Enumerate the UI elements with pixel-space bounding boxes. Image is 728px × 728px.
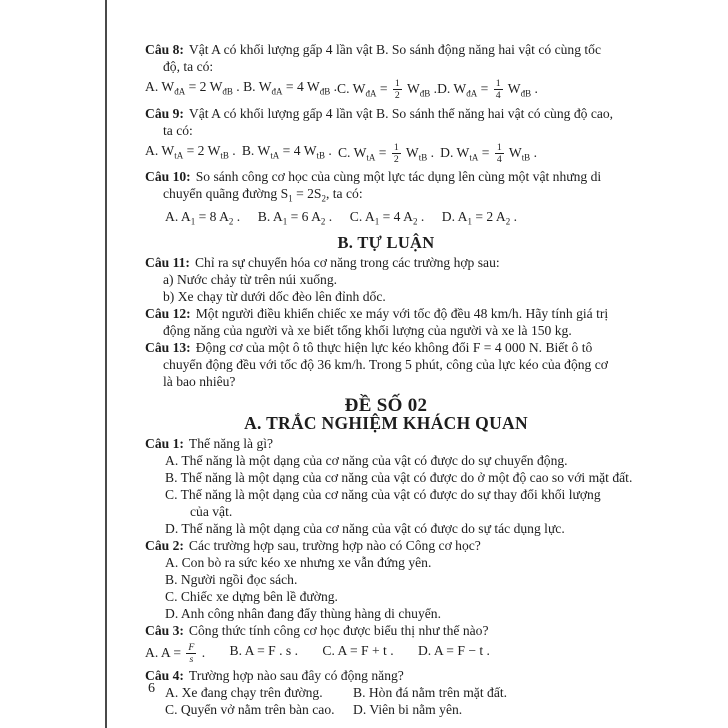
q9-option-b: B. $W_{tA} = 4$ $W_{tB}$ . (241, 142, 332, 161)
q2-option-c: C. Chiếc xe dựng bên lề đường. (165, 588, 338, 604)
q11-item-a: a) Nước chảy từ trên núi xuống. (163, 271, 338, 287)
question-4-line1 (145, 667, 667, 684)
question-13-line3: là bao nhiêu? (163, 373, 236, 389)
q9-option-c: C. $W_{tA}$ = $\frac{1}{2}$ $W_{tB}$ . (337, 141, 435, 165)
q8-option-d: D. $W_{đA}$ = $\frac{1}{4}$ $W_{đB}$ . (437, 78, 538, 102)
question-4-options (165, 684, 667, 718)
q8-option-c: C. $W_{đA}$ = $\frac{1}{2}$ $W_{đB}$ . (337, 78, 438, 102)
question-1-label: Câu 1: (145, 435, 184, 451)
question-2-label: Câu 2: (145, 537, 184, 553)
heading-de-so-02: ĐỀ SỐ 02 (344, 394, 428, 416)
q10-option-d: D. $A_1 = 2$ $A_2$ . (441, 208, 517, 227)
q3-option-a: A. A = $\frac{F}{s}$ . (145, 641, 206, 665)
question-1-line1 (145, 435, 667, 452)
question-4-label: Câu 4: (145, 668, 184, 684)
page-content (145, 41, 667, 718)
question-10-line2: chuyển quãng đường $S_1 = 2S_2$, ta có: (163, 186, 363, 204)
question-8-line1 (145, 41, 667, 58)
q1-option-d: D. Thế năng là một dạng của cơ năng của vật có được do sự tác dụng lực. (165, 520, 565, 536)
question-8-text: Vật A có khối lượng gấp 4 lần vật B. So sánh động năng hai vật có cùng tốc (188, 42, 602, 57)
q3-option-d: D. A = F − t . (417, 642, 490, 658)
q8-option-a-b: A. $W_{đA} = 2$ $W_{đB}$ . B. $W_{đA} = 4$ $W_{đB}$ . (145, 79, 338, 97)
q1-option-c: C. Thế năng là một dạng của cơ năng của vật có được do sự thay đổi khối lượng (165, 486, 601, 502)
page-number: 6 (148, 681, 155, 696)
page-edge-line (105, 0, 107, 728)
q10-option-a: A. $A_1 = 8$ $A_2$ . (165, 208, 241, 227)
question-9-line2: ta có: (163, 122, 193, 138)
question-13-text: Động cơ của một ô tô thực hiện lực kéo không đổi F = 4 000 N. Biết ô tô (195, 339, 593, 355)
q3-option-c: C. A = F + t . (322, 642, 394, 658)
q4-option-d: D. Viên bi nằm yên. (353, 702, 463, 718)
question-10-text: So sánh công cơ học của cùng một lực tác dụng lên cùng một vật nhưng di (195, 169, 602, 185)
question-3-line1 (145, 622, 667, 639)
question-11-line1 (145, 254, 667, 271)
question-12-label: Câu 12: (145, 305, 191, 321)
q1-option-c-wrap: của vật. (190, 503, 233, 519)
question-3-options (145, 642, 490, 666)
question-3-label: Câu 3: (145, 622, 184, 638)
question-9-options (145, 142, 537, 167)
question-13-label: Câu 13: (145, 339, 191, 355)
q2-option-d: D. Anh công nhân đang đẩy thùng hàng di chuyển. (165, 605, 441, 621)
question-2-line1 (145, 537, 667, 554)
question-8-options (145, 78, 537, 103)
q9-option-d: D. $W_{tA}$ = $\frac{1}{4}$ $W_{tB}$ . (440, 141, 537, 165)
question-1-text: Thế năng là gì? (188, 435, 274, 451)
question-13-line2: chuyển động đều với tốc độ 36 km/h. Trong 5 phút, công của lực kéo của động cơ (163, 356, 608, 372)
question-13-line1 (145, 339, 667, 356)
question-10-label: Câu 10: (145, 169, 191, 185)
question-11-text: Chỉ ra sự chuyển hóa cơ năng trong các trường hợp sau: (194, 254, 500, 270)
question-12-line2: động năng của người và xe biết tổng khối lượng của người và xe là 150 kg. (163, 322, 572, 338)
q1-option-b: B. Thế năng là một dạng của cơ năng của vật có được do ở một độ cao so với mặt đất. (165, 469, 633, 485)
question-12-line1 (145, 305, 667, 322)
q1-option-a: A. Thế năng là một dạng của cơ năng của vật có được do sự chuyển động. (165, 452, 568, 468)
q4-option-b: B. Hòn đá nằm trên mặt đất. (353, 685, 508, 701)
q10-option-c: C. $A_1 = 4$ $A_2$ . (349, 208, 425, 227)
q4-option-c: C. Quyển vở nằm trên bàn cao. (165, 702, 335, 718)
question-9-text: Vật A có khối lượng gấp 4 lần vật B. So sánh thế năng hai vật có cùng độ cao, (188, 105, 614, 121)
question-12-text: Một người điều khiển chiếc xe máy với tốc độ đều 48 km/h. Hãy tính giá trị (195, 305, 609, 321)
q2-option-a: A. Con bò ra sức kéo xe nhưng xe vẫn đứng yên. (165, 554, 432, 570)
q2-option-b: B. Người ngồi đọc sách. (165, 571, 298, 587)
question-8-line2: độ, ta có: (163, 59, 214, 74)
q9-option-a: A. $W_{tA} = 2$ $W_{tB}$ . (145, 142, 236, 161)
q11-item-b: b) Xe chạy từ dưới dốc đèo lên đỉnh dốc. (163, 288, 386, 304)
question-2-text: Các trường hợp sau, trường hợp nào có Công cơ học? (188, 537, 481, 553)
question-10-options (165, 208, 517, 231)
q10-option-b: B. $A_1 = 6$ $A_2$ . (257, 208, 333, 227)
question-4-text: Trường hợp nào sau đây có động năng? (188, 668, 404, 684)
q3-option-b: B. A = F . s . (229, 642, 299, 658)
q4-option-a: A. Xe đang chạy trên đường. (165, 685, 323, 701)
section-heading-tu-luan: B. TỰ LUẬN (337, 232, 435, 252)
question-9-label: Câu 9: (145, 105, 184, 121)
question-3-text: Công thức tính công cơ học được biểu thị như thế nào? (188, 622, 489, 638)
question-10-line1 (145, 168, 667, 185)
question-9-line1 (145, 105, 667, 122)
question-8-label: Câu 8: (145, 42, 184, 57)
question-11-label: Câu 11: (145, 254, 190, 270)
section-heading-trac-nghiem: A. TRẮC NGHIỆM KHÁCH QUAN (244, 412, 528, 433)
